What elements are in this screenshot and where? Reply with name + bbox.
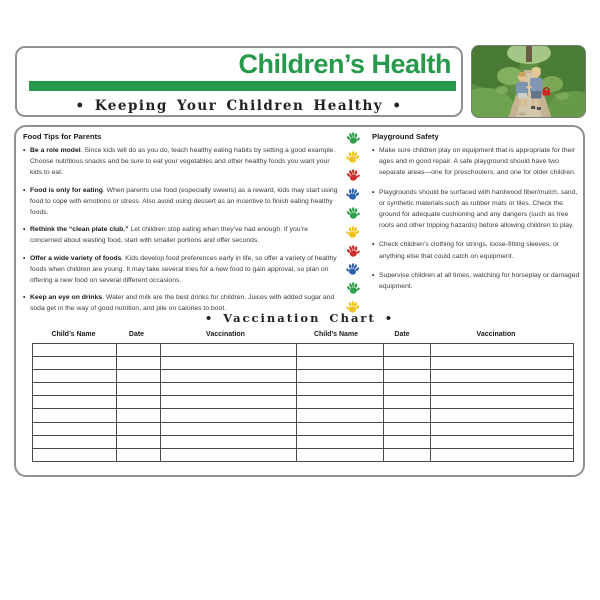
food-tip-item: [23, 185, 340, 219]
food-tip-text: . When parents use food (especially sweets) as a reward, kids may start using food to cope with emotions or stress. Also avoid using dessert as an incentive to finish eating healthy foods.: [30, 186, 338, 217]
content-box: [14, 125, 585, 477]
table-cell-blank: [431, 435, 574, 448]
table-cell-blank: [33, 370, 117, 383]
food-tips-list: [23, 145, 340, 315]
table-cell-blank: [431, 422, 574, 435]
table-cell-blank: [117, 422, 161, 435]
vaccination-column-header: Child’s Name: [51, 331, 96, 338]
playground-safety-item: • Playgrounds should be surfaced with hardwood fiber/mulch, sand, or synthetic materials such as rubber mats or tiles. Check the ground for adequate cushioning and any dangers (such as tree roots and other tripping hazards) before allowing children to play.: [372, 187, 580, 232]
table-cell-blank: [431, 448, 574, 461]
table-cell-blank: [384, 396, 431, 409]
table-cell-blank: [161, 357, 297, 370]
table-cell-blank: [33, 396, 117, 409]
table-cell-blank: [384, 435, 431, 448]
table-cell-blank: [161, 370, 297, 383]
handprint-icon: [344, 148, 362, 167]
table-cell-blank: [33, 357, 117, 370]
handprint-icon: [344, 204, 362, 223]
table-cell-blank: [117, 357, 161, 370]
children-walking-photo: [471, 45, 586, 118]
tagline: • Keeping Your Children Healthy •: [75, 98, 403, 114]
handprints-column: [344, 129, 362, 317]
table-row: [33, 383, 574, 396]
table-cell-blank: [384, 448, 431, 461]
table-cell-blank: [297, 383, 384, 396]
handprint-icon: [344, 185, 362, 204]
table-cell-blank: [431, 383, 574, 396]
table-cell-blank: [33, 383, 117, 396]
table-cell-blank: [161, 396, 297, 409]
table-cell-blank: [297, 448, 384, 461]
food-tip-lead: Food is only for eating: [30, 186, 103, 194]
table-cell-blank: [161, 422, 297, 435]
table-cell-blank: [384, 383, 431, 396]
table-cell-blank: [297, 396, 384, 409]
table-cell-blank: [384, 422, 431, 435]
table-cell-blank: [161, 383, 297, 396]
table-cell-blank: [297, 344, 384, 357]
table-cell-blank: [117, 409, 161, 422]
table-cell-blank: [297, 357, 384, 370]
table-cell-blank: [33, 409, 117, 422]
table-cell-blank: [161, 409, 297, 422]
food-tip-lead: Keep an eye on drinks: [30, 294, 103, 302]
table-cell-blank: [33, 448, 117, 461]
vaccination-column-header: Vaccination: [476, 331, 516, 338]
table-cell-blank: [117, 396, 161, 409]
vaccination-column-header: Date: [394, 331, 410, 338]
handprint-icon: [344, 242, 362, 261]
playground-safety-item: • Make sure children play on equipment that is appropriate for their ages and in good repair. A safe playground should have two separate areas—one for preschoolers, and one for older children.: [372, 145, 580, 179]
food-tip-text: . Since kids will do as you do, teach healthy eating habits by setting a good example. Choose nutritious snacks and be sure to eat your vegetables and other healthy foods you want your kids to eat.: [30, 147, 336, 177]
food-tip-lead: Rethink the “clean plate club.”: [30, 226, 129, 234]
handprint-icon: [344, 279, 362, 298]
children-photo-illustration: [472, 46, 586, 118]
food-tip-text: . Water and milk are the best drinks for children. Juices with added sugar and soda get in the way of good nutrition, and pile on calories to boot.: [30, 294, 335, 313]
table-row: [33, 344, 574, 357]
handprint-icon: [344, 223, 362, 242]
table-cell-blank: [297, 409, 384, 422]
food-tip-lead: Offer a wide variety of foods: [30, 254, 122, 262]
table-cell-blank: [161, 448, 297, 461]
food-tips-heading: Food Tips for Parents: [23, 132, 102, 141]
table-row: [33, 422, 574, 435]
table-cell-blank: [297, 422, 384, 435]
table-cell-blank: [431, 396, 574, 409]
table-row: [33, 409, 574, 422]
table-cell-blank: [161, 435, 297, 448]
food-tip-item: [23, 145, 340, 179]
food-tip-text: . Kids develop food preferences early in life, so offer a variety of healthy foods when children are young. It may take several tries for a new food to gain approval, so plan on offering a new food on several different occasions.: [30, 254, 337, 285]
header-box: [15, 46, 463, 117]
table-row: [33, 448, 574, 461]
table-cell-blank: [431, 357, 574, 370]
table-cell-blank: [33, 435, 117, 448]
table-cell-blank: [431, 409, 574, 422]
table-cell-blank: [384, 357, 431, 370]
food-tips-section: [23, 132, 340, 321]
table-cell-blank: [33, 344, 117, 357]
vaccination-table: [32, 343, 574, 462]
food-tip-item: [23, 253, 340, 287]
vaccination-table-body: [33, 344, 574, 462]
playground-safety-item: • Supervise children at all times, watching for horseplay or damaged equipment.: [372, 270, 580, 292]
playground-safety-section: [372, 132, 580, 300]
vaccination-column-header: Date: [128, 331, 145, 338]
table-cell-blank: [117, 383, 161, 396]
table-cell-blank: [117, 448, 161, 461]
table-cell-blank: [161, 344, 297, 357]
table-cell-blank: [384, 409, 431, 422]
table-cell-blank: [297, 370, 384, 383]
playground-safety-heading: Playground Safety: [372, 132, 439, 141]
vaccination-chart-heading: • Vaccination Chart •: [204, 311, 395, 325]
table-cell-blank: [117, 435, 161, 448]
vaccination-column-header: Vaccination: [206, 331, 245, 338]
vaccination-column-headers: [32, 331, 567, 338]
handprint-icon: [344, 167, 362, 186]
vaccination-column-header: Child’s Name: [313, 331, 359, 338]
table-cell-blank: [431, 370, 574, 383]
food-tip-text: Let children stop eating when they’ve had enough. If you’re concerned about wasting food, start with smaller portions and offer seconds.: [30, 226, 309, 245]
playground-safety-item: • Check children’s clothing for strings, loose-fitting sleeves, or anything else that could catch on equipment.: [372, 239, 580, 261]
table-row: [33, 435, 574, 448]
table-cell-blank: [117, 344, 161, 357]
table-cell-blank: [297, 435, 384, 448]
handprint-icon: [344, 129, 362, 148]
table-row: [33, 370, 574, 383]
table-cell-blank: [117, 370, 161, 383]
table-row: [33, 396, 574, 409]
page-title: Children’s Health: [238, 49, 451, 79]
playground-safety-list: [372, 145, 580, 292]
table-cell-blank: [33, 422, 117, 435]
table-row: [33, 357, 574, 370]
table-cell-blank: [384, 344, 431, 357]
handprint-icon: [344, 261, 362, 280]
table-cell-blank: [431, 344, 574, 357]
green-accent-bar: [29, 81, 456, 91]
food-tip-item: [23, 224, 340, 246]
table-cell-blank: [384, 370, 431, 383]
food-tip-lead: Be a role model: [30, 147, 81, 154]
